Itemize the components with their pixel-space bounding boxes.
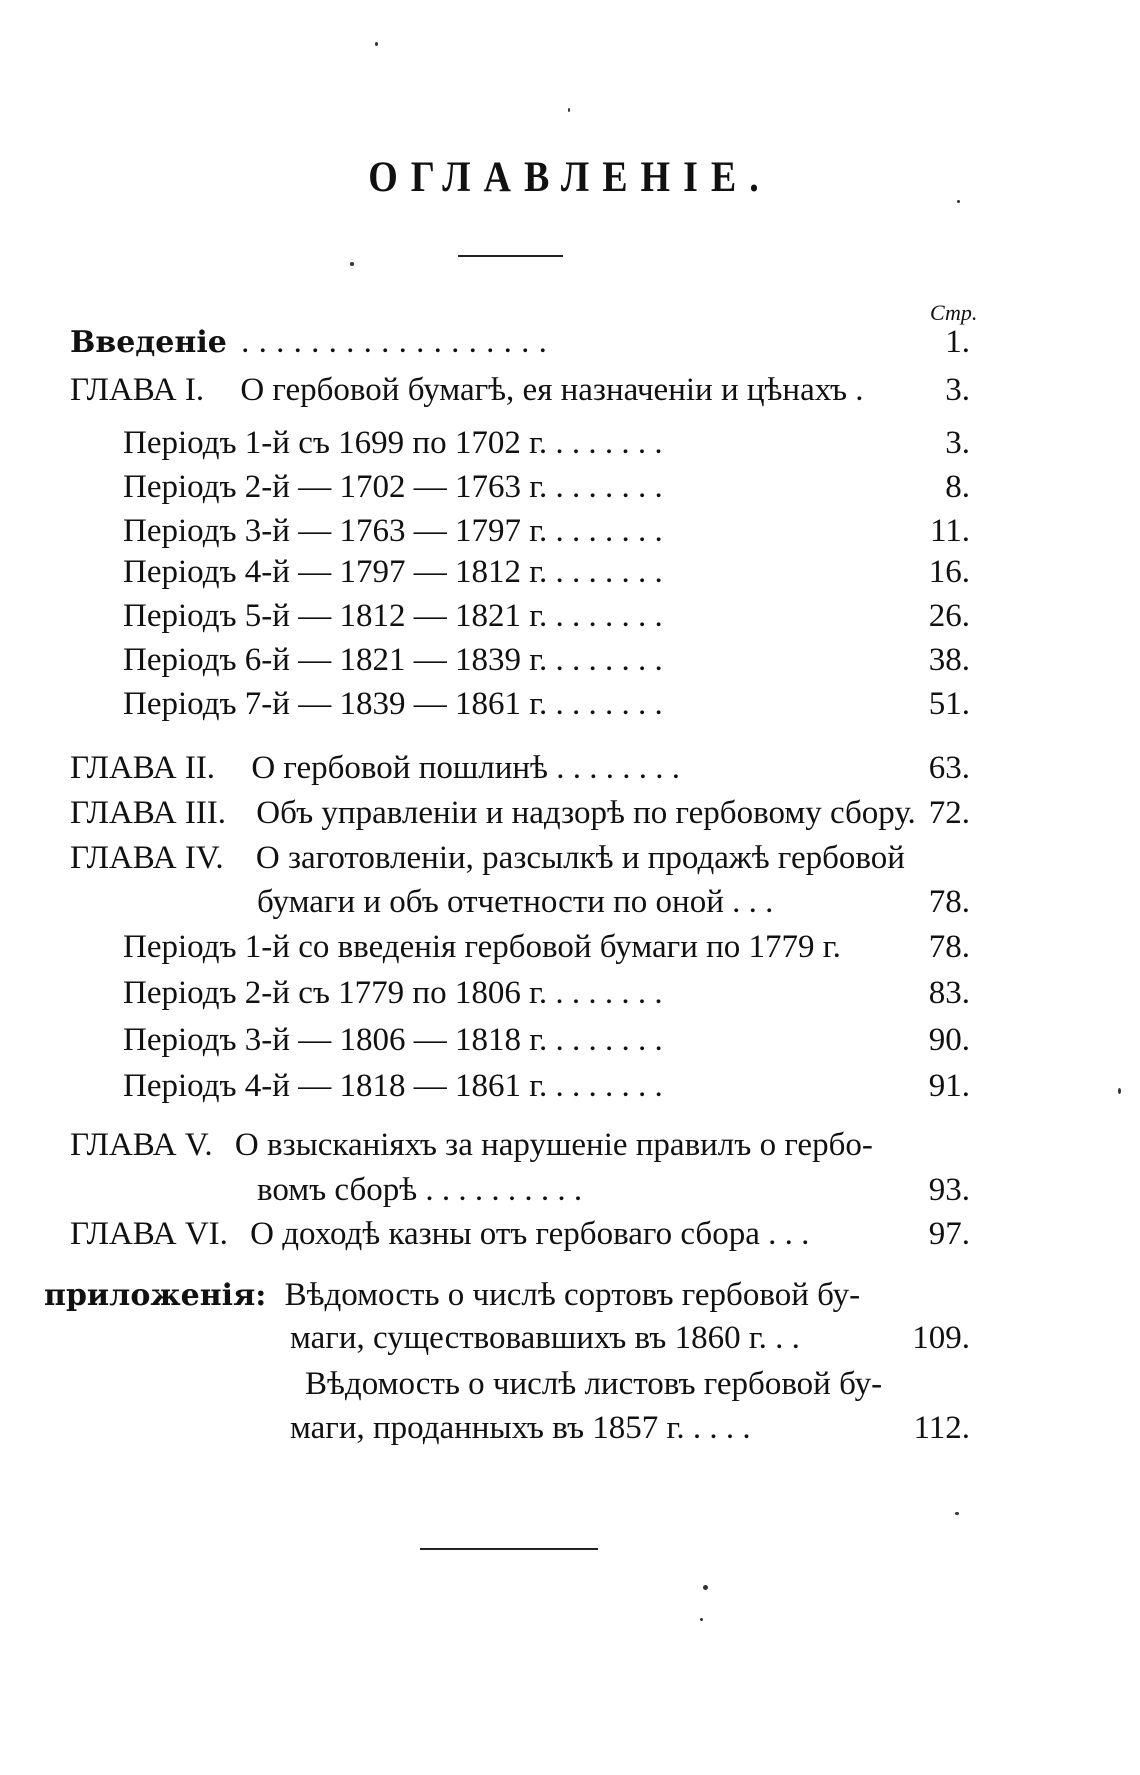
print-speck <box>955 1512 959 1515</box>
period-page: 78. <box>928 929 970 965</box>
period-text: Періодъ 3-й — 1763 — 1797 г. . . . . . . . <box>123 513 663 549</box>
chapter-2-text: О гербовой пошлинѣ . . . . . . . . <box>251 750 680 786</box>
period-entry <box>123 1020 663 1060</box>
period-text: Періодъ 3-й — 1806 — 1818 г. . . . . . . . <box>123 1022 663 1058</box>
period-text: Періодъ 5-й — 1812 — 1821 г. . . . . . . . <box>123 598 663 634</box>
print-speck <box>568 108 570 112</box>
period-page: 91. <box>928 1068 970 1104</box>
appendix-1-page: 109. <box>912 1320 970 1356</box>
period-entry <box>123 1066 663 1106</box>
print-speck <box>350 262 354 266</box>
period-entry <box>123 684 663 724</box>
toc-entry-appendix-2-continued <box>290 1408 751 1448</box>
period-page: 8. <box>945 469 970 505</box>
print-speck <box>700 1618 703 1621</box>
period-text: Періодъ 1-й съ 1699 по 1702 г. . . . . . . . <box>123 425 663 461</box>
period-page: 90. <box>928 1022 970 1058</box>
period-entry <box>123 973 663 1013</box>
chapter-5-label: ГЛАВА V. <box>70 1127 213 1163</box>
toc-entry-chapter-4-continued <box>257 882 773 922</box>
title-rule <box>458 255 563 257</box>
chapter-2-label: ГЛАВА II. <box>70 750 216 786</box>
period-text: Періодъ 4-й — 1818 — 1861 г. . . . . . . . <box>123 1068 663 1104</box>
period-entry <box>123 511 663 551</box>
period-page: 51. <box>928 686 970 722</box>
print-speck <box>1118 1088 1121 1094</box>
period-entry <box>123 467 663 507</box>
toc-entry-introduction <box>70 322 547 363</box>
chapter-5-page: 93. <box>928 1172 970 1208</box>
closing-rule <box>420 1548 598 1550</box>
period-text: Періодъ 2-й — 1702 — 1763 г. . . . . . . . <box>123 469 663 505</box>
toc-entry-appendices <box>44 1275 860 1316</box>
toc-entry-appendix-1-continued <box>290 1318 800 1358</box>
period-page: 38. <box>928 642 970 678</box>
period-text: Періодъ 6-й — 1821 — 1839 г. . . . . . . . <box>123 642 663 678</box>
toc-entry-chapter-4 <box>70 838 905 878</box>
chapter-4-label: ГЛАВА IV. <box>70 840 224 876</box>
chapter-1-page: 3. <box>945 372 970 408</box>
period-page: 16. <box>928 554 970 590</box>
period-page: 3. <box>945 425 970 461</box>
toc-entry-chapter-3 <box>70 793 916 833</box>
appendix-2-page: 112. <box>913 1410 970 1446</box>
period-page: 26. <box>928 598 970 634</box>
chapter-2-page: 63. <box>928 750 970 786</box>
appendices-label: приложенія: <box>44 1278 267 1313</box>
introduction-label: Введеніе <box>70 325 227 360</box>
toc-entry-chapter-5-continued <box>257 1170 582 1210</box>
introduction-page: 1. <box>945 324 970 360</box>
chapter-1-label: ГЛАВА I. <box>70 372 205 408</box>
period-entry <box>123 640 663 680</box>
chapter-6-text: О доходѣ казны отъ гербоваго сбора . . . <box>250 1216 810 1252</box>
chapter-3-page: 72. <box>928 795 970 831</box>
period-text: Періодъ 1-й со введенія гербовой бумаги по 1779 г. <box>123 929 841 965</box>
chapter-4-text-line2: бумаги и объ отчетности по оной . . . <box>257 884 774 920</box>
chapter-5-text-line2: вомъ сборѣ . . . . . . . . . . <box>257 1172 583 1208</box>
period-text: Періодъ 4-й — 1797 — 1812 г. . . . . . . . <box>123 554 663 590</box>
appendix-2-line1: Вѣдомость о числѣ листовъ гербовой бу- <box>305 1366 883 1402</box>
toc-entry-chapter-5 <box>70 1125 873 1165</box>
chapter-4-page: 78. <box>928 884 970 920</box>
period-entry <box>123 596 663 636</box>
toc-entry-chapter-2 <box>70 748 680 788</box>
print-speck <box>375 42 378 46</box>
period-page: 11. <box>929 513 970 549</box>
page-title: ОГЛАВЛЕНІЕ. <box>368 152 772 202</box>
period-entry <box>123 423 663 463</box>
introduction-dots: . . . . . . . . . . . . . . . . . . <box>241 324 548 360</box>
toc-entry-chapter-6 <box>70 1214 809 1254</box>
chapter-6-label: ГЛАВА VI. <box>70 1216 228 1252</box>
chapter-3-label: ГЛАВА III. <box>70 795 227 831</box>
period-entry <box>123 927 841 967</box>
period-text: Періодъ 7-й — 1839 — 1861 г. . . . . . . . <box>123 686 663 722</box>
chapter-1-text: О гербовой бумагѣ, ея назначеніи и цѣнахъ . <box>240 372 864 408</box>
period-text: Періодъ 2-й съ 1779 по 1806 г. . . . . . . . <box>123 975 663 1011</box>
toc-entry-chapter-1 <box>70 370 864 410</box>
appendix-1-line2: маги, существовавшихъ въ 1860 г. . . <box>290 1320 800 1356</box>
appendix-2-line2: маги, проданныхъ въ 1857 г. . . . . <box>290 1410 751 1446</box>
appendix-1-line1: Вѣдомость о числѣ сортовъ гербовой бу- <box>284 1277 861 1313</box>
period-entry <box>123 552 663 592</box>
period-page: 83. <box>928 975 970 1011</box>
chapter-6-page: 97. <box>928 1216 970 1252</box>
chapter-5-text-line1: О взысканіяхъ за нарушеніе правилъ о гербо- <box>234 1127 873 1163</box>
chapter-3-text: Объ управленіи и надзорѣ по гербовому сбору. <box>256 795 916 831</box>
chapter-4-text-line1: О заготовленіи, разсылкѣ и продажѣ гербовой <box>255 840 905 876</box>
page-column-label: Стр. <box>930 300 978 325</box>
toc-entry-appendix-2 <box>305 1364 882 1404</box>
print-speck <box>703 1585 708 1590</box>
